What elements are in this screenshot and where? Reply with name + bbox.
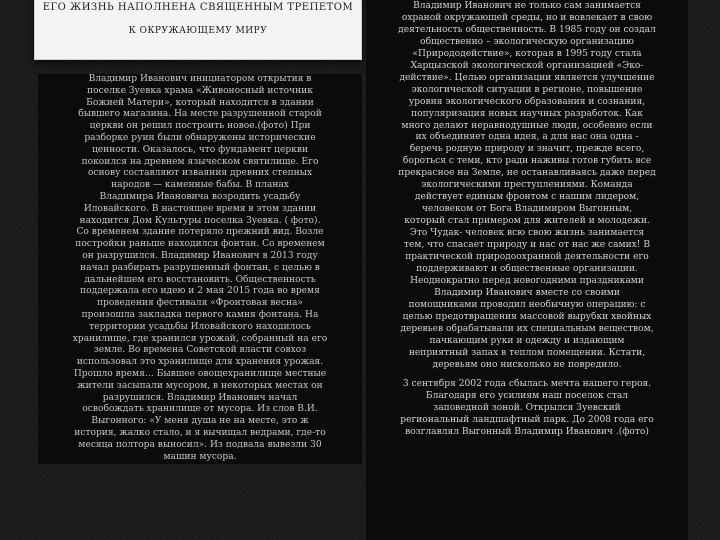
slide-title: ЕГО ЖИЗНЬ НАПОЛНЕНА СВЯЩЕННЫМ ТРЕПЕТОМ	[42, 2, 354, 13]
left-paragraph: Владимир Иванович инициатором открытия в поселке Зуевка храма «Живоносный источник Божией Матери», который находится в здании бывшего магазина. На месте разрушенной старой церкви он решил построить новое.(фото) При разборке руин были обнаружены исторические ценности. Оказалось, что фундамент церкви покоился на древнем языческом святилище. Его основу составляют изваяния древних степных народов — каменные бабы. В планах Владимира Ивановича возродить усадьбу Иловайского. В настоящее время в этом здании находится Дом Культуры поселка Зуевка. ( фото). Со временем здание потеряло прежний вид. Возле постройки раньше находился фонтан. Со временем он разрушился. Владимир Иванович в 2013 году начал разбирать разрушенный фонтан, с целью в дальнейшем его восстановить. Общественность поддержала его идею и 2 мая 2015 года во время проведения фестиваля «Фронтовая весна» произошла закладка первого камня фонтана. На территории усадьбы Иловайского находилось хранилище, где хранился урожай, собранный на его земле. Во времена Советской власти совхоз использовал это хранилище для хранения урожая. Прошло время… Бывшее овощехранилище местные жители засыпали мусором, в некоторых местах он разрушился. Владимир Иванович начал освобождать хранилище от мусора. Из слов В.И. Выгонного: «У меня душа не на месте, это ж история, жалко стало, и я вычищал ведрами, где-то месяца полтора выносил». Из подвала вывезли 30 машин мусора.	[72, 74, 328, 462]
left-text-column	[38, 74, 362, 464]
right-text-column	[366, 0, 688, 540]
slide-subtitle: К ОКРУЖАЮЩЕМУ МИРУ	[128, 26, 268, 36]
title-box	[34, 0, 362, 60]
right-paragraph: Владимир Иванович не только сам занимается охраной окружающей среды, но и вовлекает в свою деятельность общественность. В 1985 году он создал общественно – экологическую организацию «Природодействие», которая в 1995 году стала Харцызской экологической организацией «Эко- действие». Целью организации является улучшение экологической ситуации в регионе, повышение уровня экологического образования и сознания, популяризация новых научных разработок. Как много делают неравнодушные люди, особенно если их объединяет одна идея, а для нас она одна - беречь родную природу и значит, прежде всего, бороться с теми, кто ради наживы готов губить все прекрасное на Земле, не останавливаясь даже перед экологическими преступлениями. Команда действует единым фронтом с нашим лидером, человеком от Бога Владимиром Выгонным, который стал примером для жителей и молодежи. Это Чудак- человек всю свою жизнь занимается тем, что спасает природу и нас от нас же самих! В практической природоохранной деятельности его поддерживают и общественные организации. Неоднократно перед новогодними праздниками Владимир Иванович вместе со своими помощниками проводил необычную операцию: с целью предотвращения массовой вырубки хвойных деревьев обрабатывали их специальным веществом, пачкающим руки и одежду и издающим неприятный запах в теплом помещении. Кстати, деревьям оно нисколько не повредило.	[398, 1, 656, 370]
right-paragraph-park: 3 сентября 2002 года сбылась мечта нашего героя. Благодаря его усилиям наш поселок стал заповедной зоной. Открылся Зуевский региональный ландшафтный парк. До 2008 года его возглавлял Выгонный Владимир Иванович .(фото)	[400, 378, 654, 438]
